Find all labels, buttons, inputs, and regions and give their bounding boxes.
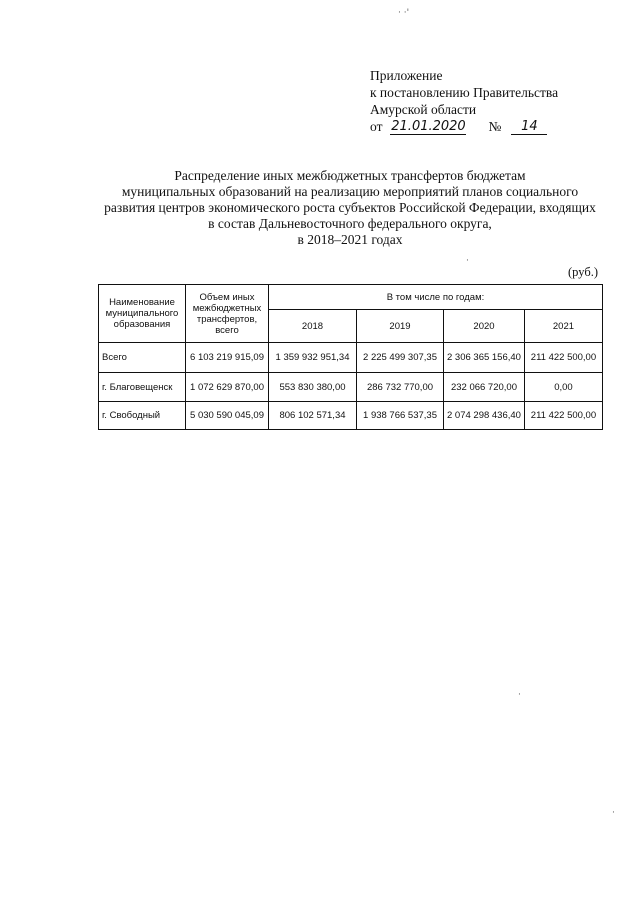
row-name: Всего [99, 343, 186, 373]
date-prefix: от [370, 119, 383, 134]
row-value: 806 102 571,34 [269, 402, 357, 430]
header-year: 2021 [524, 310, 602, 343]
row-value: 2 074 298 436,40 [444, 402, 525, 430]
distribution-table [98, 284, 603, 430]
row-value: 553 830 380,00 [269, 373, 357, 402]
row-total: 1 072 629 870,00 [186, 373, 269, 402]
row-total: 6 103 219 915,09 [186, 343, 269, 373]
scan-speck: · ·' [398, 8, 410, 18]
appendix-line-1: Приложение [370, 68, 443, 83]
table-row [99, 402, 603, 430]
row-value: 1 938 766 537,35 [357, 402, 444, 430]
document-title [90, 168, 610, 248]
unit-label: (руб.) [568, 265, 598, 279]
handwritten-date: 21.01.2020 [391, 119, 466, 134]
header-total: Объем иных межбюджетных трансфертов, всего [186, 285, 269, 343]
appendix-date-line [370, 118, 558, 135]
row-value: 211 422 500,00 [524, 402, 602, 430]
header-year: 2019 [357, 310, 444, 343]
title-line-4: в состав Дальневосточного федерального округа, [208, 216, 492, 231]
title-line-5: в 2018–2021 годах [297, 232, 403, 247]
row-value: 211 422 500,00 [524, 343, 602, 373]
title-line-1: Распределение иных межбюджетных трансфертов бюджетам [174, 168, 526, 183]
scan-speck: · [518, 690, 521, 700]
appendix-line-2: к постановлению Правительства [370, 85, 559, 100]
header-year: 2018 [269, 310, 357, 343]
title-line-2: муниципальных образований на реализацию мероприятий планов социального [121, 184, 579, 199]
scan-speck: · [466, 256, 469, 266]
header-municipality: Наименование муниципального образования [99, 285, 186, 343]
row-value: 2 306 365 156,40 [444, 343, 525, 373]
appendix-block [370, 67, 558, 135]
header-years-group: В том числе по годам: [269, 285, 603, 310]
scan-speck: · [612, 808, 615, 818]
row-name: г. Свободный [99, 402, 186, 430]
row-value: 0,00 [524, 373, 602, 402]
row-value: 1 359 932 951,34 [269, 343, 357, 373]
appendix-line-3: Амурской области [370, 102, 477, 117]
row-name: г. Благовещенск [99, 373, 186, 402]
table-row [99, 343, 603, 373]
table-row [99, 373, 603, 402]
row-total: 5 030 590 045,09 [186, 402, 269, 430]
row-value: 2 225 499 307,35 [357, 343, 444, 373]
row-value: 286 732 770,00 [357, 373, 444, 402]
title-line-3: развития центров экономического роста субъектов Российской Федерации, входящих [104, 200, 596, 215]
handwritten-number: 14 [511, 120, 547, 135]
row-value: 232 066 720,00 [444, 373, 525, 402]
header-year: 2020 [444, 310, 525, 343]
number-sign: № [488, 119, 502, 134]
